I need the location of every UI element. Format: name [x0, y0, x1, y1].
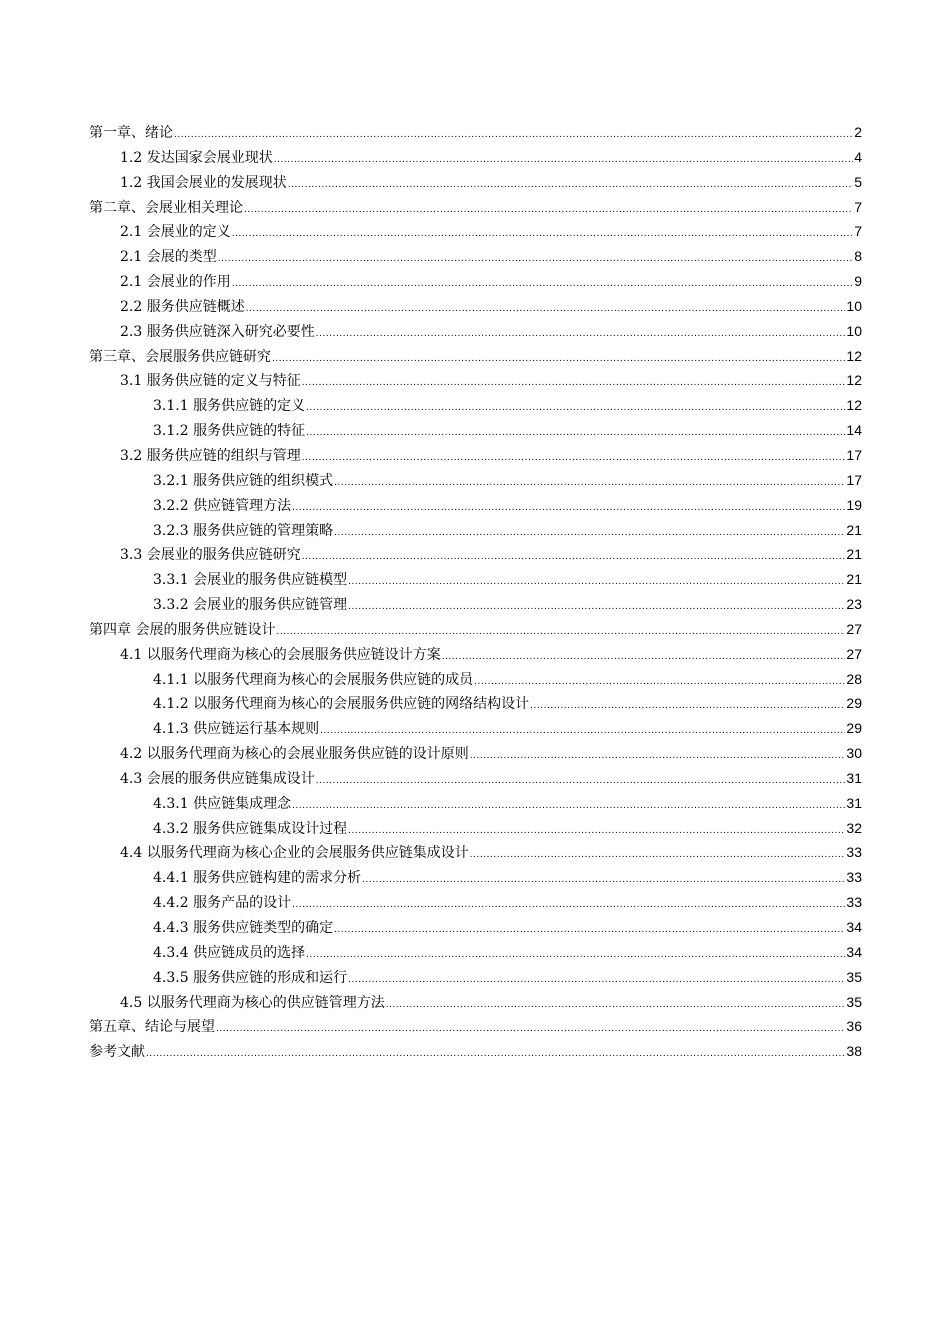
toc-entry-title: 4.4.3 服务供应链类型的确定 [153, 920, 334, 936]
toc-entry-title: 3.1.2 服务供应链的特征 [153, 423, 306, 440]
toc-entry[interactable] [89, 542, 862, 567]
toc-entry[interactable] [89, 145, 862, 170]
toc-entry-title: 2.1 会展业的定义 [120, 224, 231, 241]
toc-entry-page-number: 9 [854, 273, 862, 290]
toc-entry-title: 4.4.1 服务供应链构建的需求分析 [153, 870, 362, 887]
toc-entry-page-number: 33 [846, 844, 862, 861]
toc-entry-title: 第五章、结论与展望 [89, 1019, 215, 1036]
toc-entry[interactable] [89, 219, 862, 244]
toc-entry-title: 第一章、绪论 [89, 125, 173, 141]
toc-entry[interactable] [89, 890, 862, 915]
toc-entry-page-number: 14 [846, 422, 862, 439]
toc-dot-leader [334, 471, 845, 496]
toc-entry-page-number: 8 [854, 248, 862, 265]
toc-entry-page-number: 12 [846, 372, 862, 389]
toc-dot-leader [274, 148, 853, 173]
toc-entry[interactable] [89, 518, 862, 543]
toc-dot-leader [316, 322, 846, 347]
toc-entry[interactable] [89, 170, 862, 195]
toc-entry[interactable] [89, 1039, 862, 1064]
toc-dot-leader [386, 993, 846, 1018]
toc-entry-title: 4.4 以服务代理商为核心企业的会展服务供应链集成设计 [120, 845, 469, 862]
toc-dot-leader [292, 496, 845, 521]
toc-entry[interactable] [89, 120, 862, 145]
toc-entry-title: 4.3 会展的服务供应链集成设计 [120, 770, 315, 787]
toc-entry[interactable] [89, 567, 862, 592]
toc-entry[interactable] [89, 691, 862, 716]
toc-entry-title: 3.2 服务供应链的组织与管理 [120, 447, 301, 464]
toc-dot-leader [174, 123, 853, 148]
toc-dot-leader [530, 694, 845, 719]
toc-entry-title: 4.2 以服务代理商为核心的会展业服务供应链的设计原则 [120, 746, 469, 763]
toc-dot-leader [362, 868, 845, 893]
toc-entry-page-number: 30 [846, 745, 862, 762]
toc-entry-title: 2.3 服务供应链深入研究必要性 [120, 323, 315, 340]
toc-entry-title: 4.1 以服务代理商为核心的会展服务供应链设计方案 [120, 646, 441, 663]
toc-entry[interactable] [89, 443, 862, 468]
toc-entry[interactable] [89, 195, 862, 220]
toc-dot-leader [146, 1042, 845, 1067]
toc-entry[interactable] [89, 418, 862, 443]
toc-entry-page-number: 32 [846, 819, 862, 836]
toc-entry[interactable] [89, 269, 862, 294]
toc-dot-leader [302, 446, 846, 471]
toc-entry-page-number: 38 [846, 1043, 862, 1060]
toc-entry-page-number: 28 [846, 670, 862, 687]
toc-dot-leader [276, 620, 845, 645]
toc-entry[interactable] [89, 344, 862, 369]
toc-entry[interactable] [89, 965, 862, 990]
toc-entry[interactable] [89, 468, 862, 493]
toc-entry-title: 1.2 发达国家会展业现状 [120, 149, 273, 166]
toc-entry-title: 4.3.1 供应链集成理念 [153, 795, 292, 812]
toc-dot-leader [442, 645, 846, 670]
toc-dot-leader [246, 297, 846, 322]
toc-dot-leader [470, 843, 846, 868]
toc-entry-title: 4.5 以服务代理商为核心的供应链管理方法 [120, 994, 385, 1011]
toc-entry-title: 3.1.1 服务供应链的定义 [153, 398, 306, 415]
toc-entry-page-number: 33 [846, 894, 862, 911]
toc-entry-title: 2.2 服务供应链概述 [120, 298, 245, 315]
toc-entry-title: 4.3.2 服务供应链集成设计过程 [153, 820, 348, 837]
toc-entry[interactable] [89, 990, 862, 1015]
toc-entry[interactable] [89, 617, 862, 642]
toc-entry-title: 参考文献 [89, 1044, 145, 1061]
toc-entry-page-number: 17 [846, 471, 862, 488]
toc-entry-title: 3.2.3 服务供应链的管理策略 [153, 522, 334, 539]
toc-entry-page-number: 35 [846, 968, 862, 985]
toc-dot-leader [348, 819, 845, 844]
toc-entry-page-number: 17 [846, 446, 862, 463]
toc-dot-leader [272, 347, 845, 372]
toc-dot-leader [232, 222, 853, 247]
toc-dot-leader [244, 198, 853, 223]
toc-entry[interactable] [89, 840, 862, 865]
toc-entry[interactable] [89, 667, 862, 692]
toc-entry-title: 4.1.3 供应链运行基本规则 [153, 721, 320, 738]
toc-entry[interactable] [89, 642, 862, 667]
toc-dot-leader [288, 173, 853, 198]
toc-entry-title: 3.3 会展业的服务供应链研究 [120, 547, 301, 564]
toc-entry[interactable] [89, 1014, 862, 1039]
toc-entry-page-number: 7 [854, 198, 862, 215]
toc-entry[interactable] [89, 319, 862, 344]
toc-entry-page-number: 34 [846, 943, 862, 960]
toc-entry-title: 4.3.5 服务供应链的形成和运行 [153, 969, 348, 986]
toc-entry-page-number: 7 [854, 223, 862, 240]
toc-entry-title: 3.1 服务供应链的定义与特征 [120, 373, 301, 390]
toc-dot-leader [334, 918, 845, 943]
toc-entry-title: 3.2.2 供应链管理方法 [153, 497, 292, 514]
toc-entry-page-number: 19 [846, 496, 862, 513]
toc-entry-title: 4.3.4 供应链成员的选择 [153, 944, 306, 961]
toc-entry-page-number: 21 [846, 571, 862, 588]
toc-entry-page-number: 34 [846, 919, 862, 935]
toc-entry[interactable] [89, 368, 862, 393]
toc-entry[interactable] [89, 294, 862, 319]
toc-entry-title: 2.1 会展业的作用 [120, 274, 231, 291]
toc-dot-leader [334, 521, 845, 546]
toc-entry[interactable] [89, 716, 862, 741]
toc-entry-page-number: 29 [846, 720, 862, 737]
toc-entry-page-number: 36 [846, 1018, 862, 1035]
toc-entry[interactable] [89, 940, 862, 965]
toc-entry-page-number: 12 [846, 347, 862, 364]
toc-dot-leader [302, 545, 846, 570]
toc-entry-page-number: 27 [846, 620, 862, 637]
toc-dot-leader [348, 595, 845, 620]
toc-entry-page-number: 23 [846, 596, 862, 613]
toc-entry-page-number: 33 [846, 869, 862, 886]
toc-dot-leader [306, 943, 845, 968]
toc-dot-leader [316, 769, 846, 794]
toc-entry-page-number: 2 [854, 124, 862, 140]
toc-entry-page-number: 10 [846, 322, 862, 339]
toc-entry-page-number: 21 [846, 546, 862, 563]
toc-entry-title: 2.1 会展的类型 [120, 249, 217, 266]
toc-entry[interactable] [89, 741, 862, 766]
toc-entry-page-number: 29 [846, 695, 862, 712]
toc-entry-page-number: 21 [846, 521, 862, 538]
toc-entry-page-number: 12 [846, 397, 862, 414]
toc-entry-page-number: 5 [854, 173, 862, 190]
toc-entry-page-number: 35 [846, 993, 862, 1010]
toc-entry-title: 4.4.2 服务产品的设计 [153, 895, 292, 912]
toc-entry-title: 3.3.2 会展业的服务供应链管理 [153, 597, 348, 614]
toc-dot-leader [306, 421, 845, 446]
toc-entry-title: 3.3.1 会展业的服务供应链模型 [153, 572, 348, 589]
toc-dot-leader [218, 247, 853, 272]
toc-entry-page-number: 4 [854, 148, 862, 165]
toc-dot-leader [474, 670, 845, 695]
toc-entry[interactable] [89, 865, 862, 890]
toc-entry[interactable] [89, 766, 862, 791]
toc-dot-leader [348, 570, 845, 595]
toc-entry-page-number: 27 [846, 645, 862, 662]
toc-entry-title: 第二章、会展业相关理论 [89, 199, 243, 216]
toc-entry[interactable] [89, 791, 862, 816]
toc-dot-leader [302, 371, 846, 396]
toc-dot-leader [292, 893, 845, 918]
toc-entry[interactable] [89, 915, 862, 940]
toc-dot-leader [292, 794, 845, 819]
toc-entry[interactable] [89, 592, 862, 617]
toc-dot-leader [470, 744, 846, 769]
toc-entry-title: 第四章 会展的服务供应链设计 [89, 621, 276, 638]
toc-entry-page-number: 31 [846, 794, 862, 811]
toc-entry[interactable] [89, 244, 862, 269]
toc-dot-leader [232, 272, 853, 297]
toc-entry-title: 3.2.1 服务供应链的组织模式 [153, 472, 334, 489]
toc-entry-page-number: 31 [846, 769, 862, 786]
toc-dot-leader [348, 968, 845, 993]
toc-entry[interactable] [89, 816, 862, 841]
toc-entry-title: 4.1.2 以服务代理商为核心的会展服务供应链的网络结构设计 [153, 696, 530, 713]
toc-entry-title: 第三章、会展服务供应链研究 [89, 348, 271, 365]
toc-dot-leader [320, 719, 845, 744]
toc-entry[interactable] [89, 493, 862, 518]
toc-entry-title: 1.2 我国会展业的发展现状 [120, 174, 287, 191]
toc-entry-title: 4.1.1 以服务代理商为核心的会展服务供应链的成员 [153, 671, 474, 688]
toc-entry-page-number: 10 [846, 297, 862, 314]
toc-dot-leader [216, 1017, 845, 1042]
toc-entry[interactable] [89, 393, 862, 418]
toc-dot-leader [306, 396, 845, 421]
table-of-contents [89, 120, 862, 1064]
